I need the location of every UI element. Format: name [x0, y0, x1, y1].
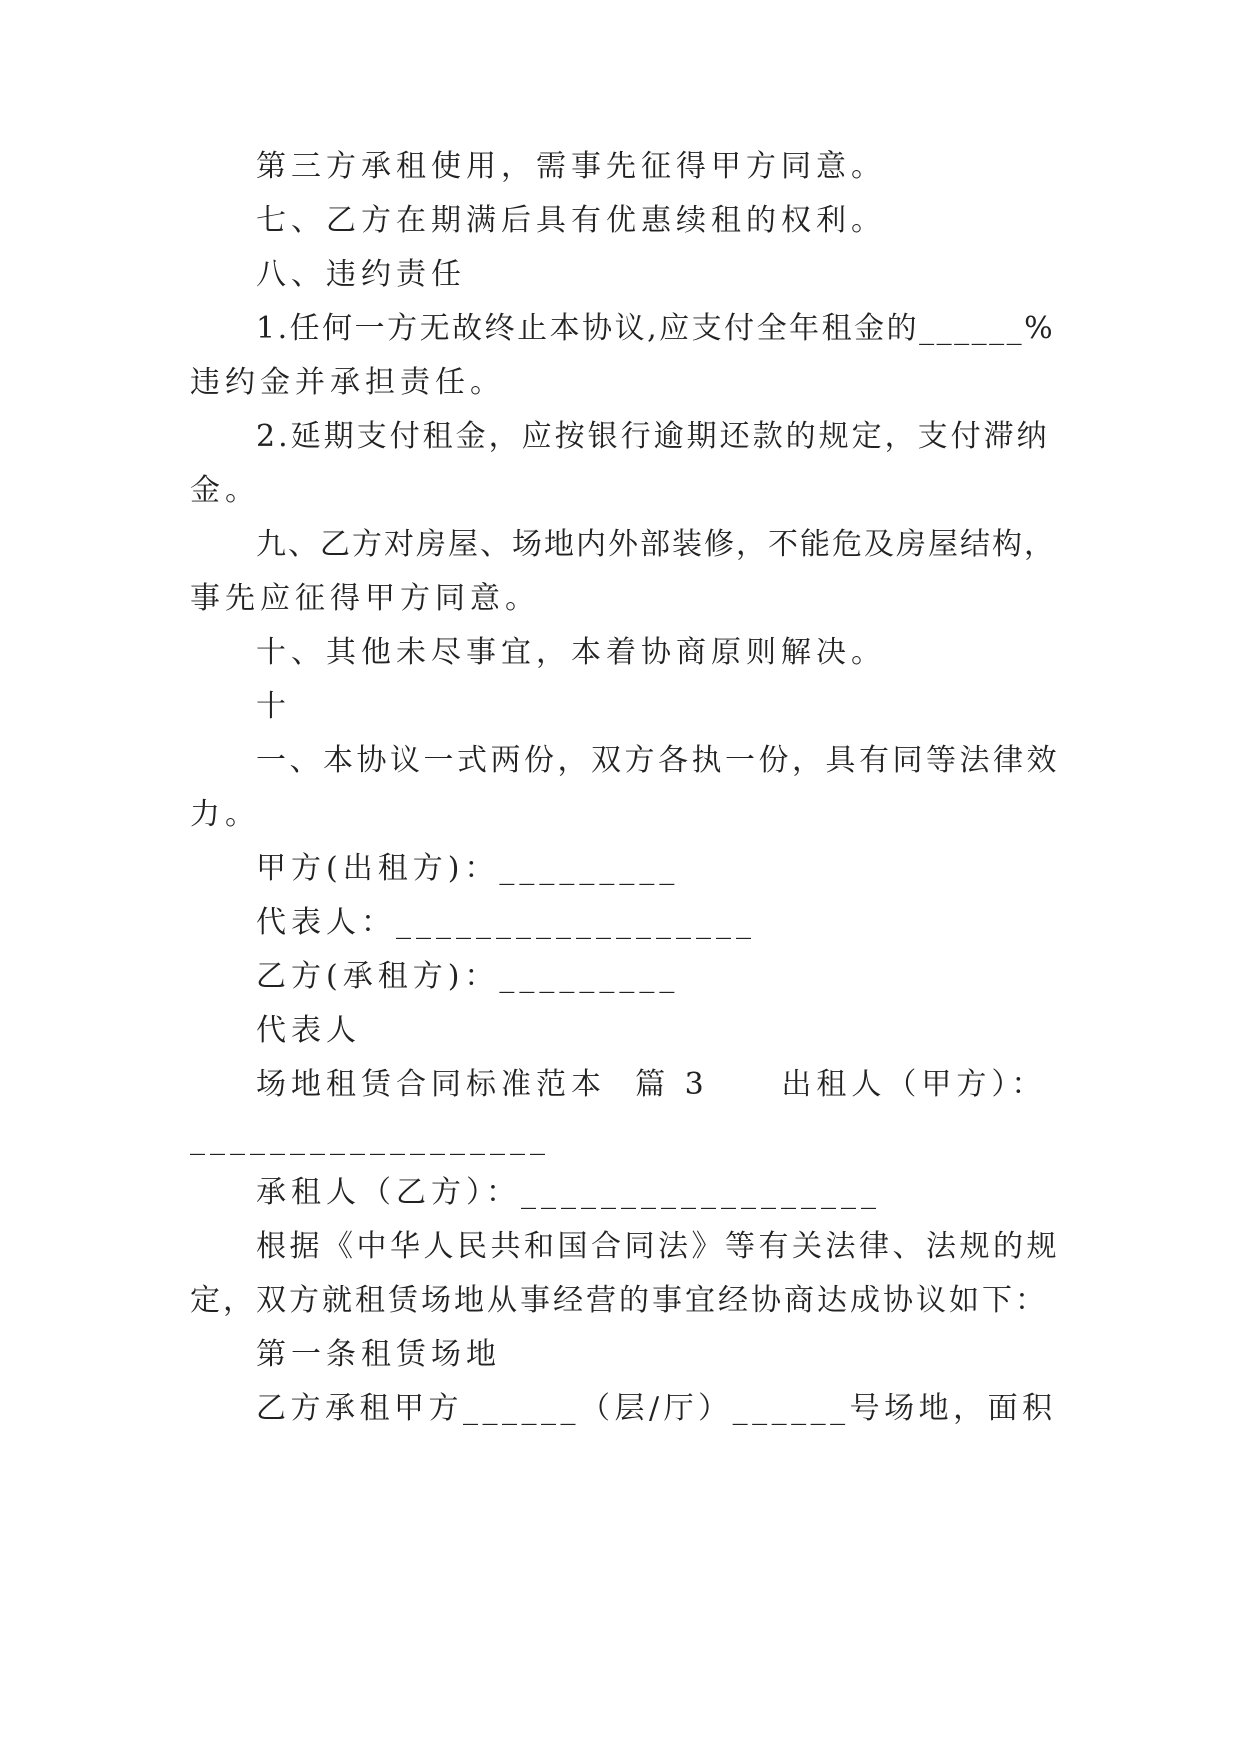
- section-heading: 场地租赁合同标准范本 篇 3 出租人（甲方）：: [256, 1067, 1047, 1102]
- section-heading: 第一条租赁场地: [256, 1337, 501, 1372]
- text-line: 九、乙方对房屋、场地内外部装修，不能危及房屋结构，: [256, 527, 1056, 562]
- text-line: 违约金并承担责任。: [190, 365, 505, 400]
- blank-line: __________________: [190, 1121, 550, 1156]
- text-line: 2.延期支付租金，应按银行逾期还款的规定，支付滞纳: [256, 419, 1050, 454]
- text-line: 七、乙方在期满后具有优惠续租的权利。: [256, 203, 886, 238]
- text-line: 根据《中华人民共和国合同法》等有关法律、法规的规: [256, 1229, 1060, 1264]
- text-line: 1.任何一方无故终止本协议,应支付全年租金的______%: [256, 311, 1056, 346]
- text-line: 定，双方就租赁场地从事经营的事宜经协商达成协议如下：: [190, 1283, 1048, 1318]
- signature-line-representative: 代表人: [256, 1013, 361, 1048]
- lessee-line: 承租人（乙方）：__________________: [256, 1175, 881, 1210]
- signature-line-party-b: 乙方(承租方)：_________: [256, 959, 680, 994]
- text-line: 一、本协议一式两份，双方各执一份，具有同等法律效: [256, 743, 1060, 778]
- text-line: 力。: [190, 797, 260, 832]
- signature-line-party-a: 甲方(出租方)：_________: [256, 851, 680, 886]
- signature-line-representative: 代表人：__________________: [256, 905, 756, 940]
- text-line: 事先应征得甲方同意。: [190, 581, 540, 616]
- section-heading: 八、违约责任: [256, 257, 466, 292]
- text-line: 金。: [190, 473, 260, 508]
- text-line: 十、其他未尽事宜，本着协商原则解决。: [256, 635, 886, 670]
- text-line: 十: [256, 689, 291, 724]
- text-line: 乙方承租甲方______（层/厅）______号场地，面积: [256, 1391, 1057, 1426]
- text-line: 第三方承租使用，需事先征得甲方同意。: [256, 149, 886, 184]
